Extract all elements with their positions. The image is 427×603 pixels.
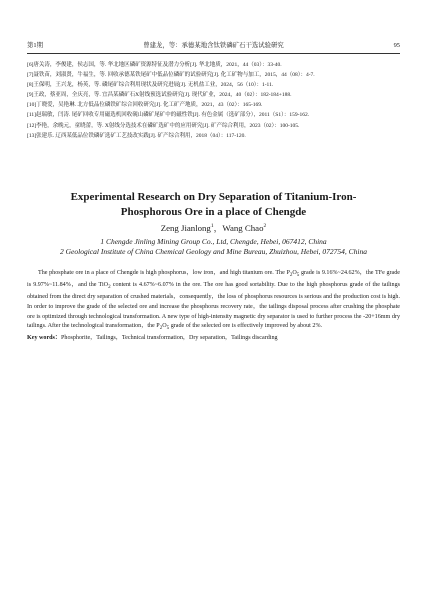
abstract-text: grade of the selected ore is effectively improved by about 2%. (169, 323, 323, 330)
reference-item: [6]唐关涛，李俊建，侯志国，等. 华北地区磷矿资源特征及潜力分析[J]. 华北地质，2021，44（03）：33-40. (27, 62, 282, 68)
reference-list (27, 60, 400, 141)
affiliation-marker: 1 (210, 223, 214, 229)
abstract-text: The phosphate ore in a place of Chengde is high phosphorus，low iron，and high titanium ore. The P (38, 270, 290, 276)
subscript: 2 (108, 284, 111, 291)
affiliation-2: 2 Geological Institute of China Chemical Geology and Mine Bureau, Zhuizhou, Hebei, 072754, China (60, 247, 367, 256)
author-name: Wang Chao (222, 222, 264, 233)
reference-item: [13]张建乐. 辽西某低品位铁磷矿选矿工艺技改实践[J]. 矿产综合利用，2018（04）：117-120. (27, 132, 246, 139)
subscript: 5 (166, 325, 170, 332)
reference-item: [9]王政，蔡亚周，全庆亮，等. 宜昌某磷矿石X射线预选试验研究[J]. 现代矿业，2024，40（02）：182-184+188. (27, 92, 292, 99)
issue-number: 第1期 (27, 42, 43, 49)
page-number: 95 (393, 42, 400, 49)
abstract-text: O (162, 323, 167, 330)
reference-item: [7]聂铁苗，刘淑贤，牛福生，等. 回收承德某铁尾矿中低品位磷矿的试验研究[J]. 化工矿物与加工，2015，44（08）：4-7. (27, 72, 315, 79)
affiliation-1: 1 Chengde Jinling Mining Group Co., Ltd, Chengde, Hebei, 067412, China (100, 237, 327, 246)
abstract-text: O (292, 270, 297, 276)
subscript: 2 (289, 272, 293, 279)
subscript: 2 (159, 325, 163, 332)
reference-item: [10]丁晓爱，吴艳琳. 北方低品位磷铁矿综合回收研究[J]. 化工矿产地质，2021，43（02）：165-169. (27, 102, 263, 109)
keywords-list: Phosphorite，Tailings，Technical transformation，Dry separation，Tailings discarding (61, 335, 278, 342)
abstract-paragraph (27, 269, 400, 334)
keywords-label: Key words： (27, 335, 62, 342)
author-name: Zeng Jianlong (160, 222, 211, 233)
author-line (0, 221, 427, 234)
reference-item: [11]赵瑞敏，闫涛. 尾矿回收专用磁选机回收砚山磷矿尾矿中的磁性铁[J]. 有色金属（选矿部分），2011（S1）：159-162. (27, 112, 310, 119)
header-rule (27, 53, 400, 54)
running-title: 曾建龙，等：承德某地含钛铁磷矿石干选试验研究 (143, 42, 284, 49)
reference-item: [12]李艳，余晚元，童晓蕾，等. X射线分选技术在磷矿选矿中的应用研究[J]. 矿产综合利用，2023（02）：100-105. (27, 122, 300, 129)
affiliation-marker: 2 (263, 223, 267, 229)
abstract-text: grade is 9.16%~24.62%，the TFe grade is 9.97%~11.84%，and the TiO (27, 270, 400, 289)
abstract (27, 269, 400, 344)
affiliations (52, 237, 375, 257)
abstract-text: content is 4.67%~6.07% in the ore. The ore has good sortability. Due to the high phosphorus grade of the tailings obtained from the direct dry separation of crushed materials，consequently，the loss of phosphorus resources is serious and the production cost is high. In order to improve the grade of the selected ore and increase the phosphorus recovery rate，the tailings disposal process after crushing the phosphate ore is optimized through technological transformation. A new type of high-intensity magnetic dry separator is used to further process the -20+16mm dry tailings. After the technological transformation，the P (27, 282, 401, 330)
reference-item: [8]王保明，王兴龙，杨英，等. 磷尾矿综合利用现状及研究进展[J]. 无机盐工业，2024，56（10）：1-11. (27, 82, 274, 89)
subscript: 5 (296, 272, 300, 279)
author-separator: ， (213, 222, 223, 233)
paper-title: Experimental Research on Dry Separation of Titanium-Iron-Phosphorous Ore in a place of Chengde (70, 191, 357, 218)
keywords (27, 334, 400, 344)
